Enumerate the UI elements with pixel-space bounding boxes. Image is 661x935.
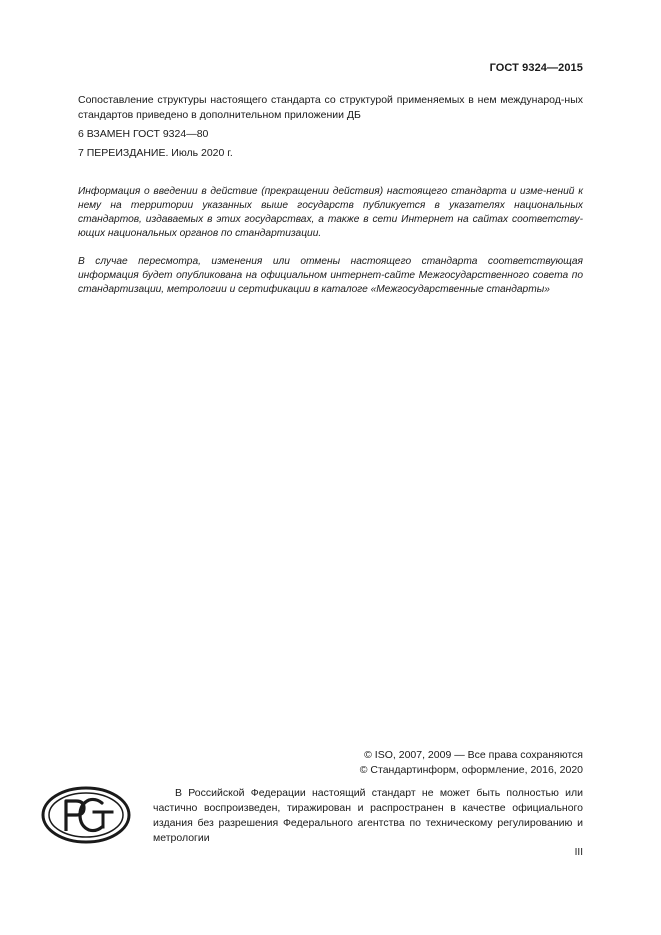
notice-paragraph-1 — [78, 185, 583, 241]
notice-paragraph-2-text: В случае пересмотра, изменения или отмены настоящего стандарта соответствующая информация будет опубликована на официальном интернет-сайте Межгосударственного совета по стандартизации, метрологии и сертификации в каталоге «Межгосударственные стандарты» — [78, 256, 583, 295]
item-7-reissue: 7 ПЕРЕИЗДАНИЕ. Июль 2020 г. — [78, 147, 233, 159]
standard-code-header: ГОСТ 9324—2015 — [489, 62, 583, 74]
comparison-paragraph-text: Сопоставление структуры настоящего стандарта со структурой применяемых в нем международ-ных стандартов приведено в дополнительном приложении ДБ — [78, 94, 583, 121]
comparison-paragraph — [78, 93, 583, 123]
item-6-replaces: 6 ВЗАМЕН ГОСТ 9324—80 — [78, 128, 209, 140]
notice-paragraph-1-text: Информация о введении в действие (прекращении действия) настоящего стандарта и изме-нений к нему на территории указанных выше государств публикуется в указателях национальных стандартов, издаваемых в этих государствах, а также в сети Интернет на сайтах соответству-ющих национальных органов по стандартизации. — [78, 186, 583, 239]
reproduction-restriction-body: В Российской Федерации настоящий стандарт не может быть полностью или частично воспроизведен, тиражирован и распространен в качестве официального издания без разрешения Федерального агентства по техническому регулированию и метрологии — [153, 787, 583, 844]
page-number: III — [574, 847, 583, 858]
pct-certification-mark-icon — [40, 785, 132, 845]
notice-paragraph-2 — [78, 255, 583, 297]
reproduction-restriction-text — [153, 786, 583, 846]
copyright-iso: © ISO, 2007, 2009 — Все права сохраняются — [364, 749, 583, 761]
copyright-standartinform: © Стандартинформ, оформление, 2016, 2020 — [359, 764, 583, 776]
